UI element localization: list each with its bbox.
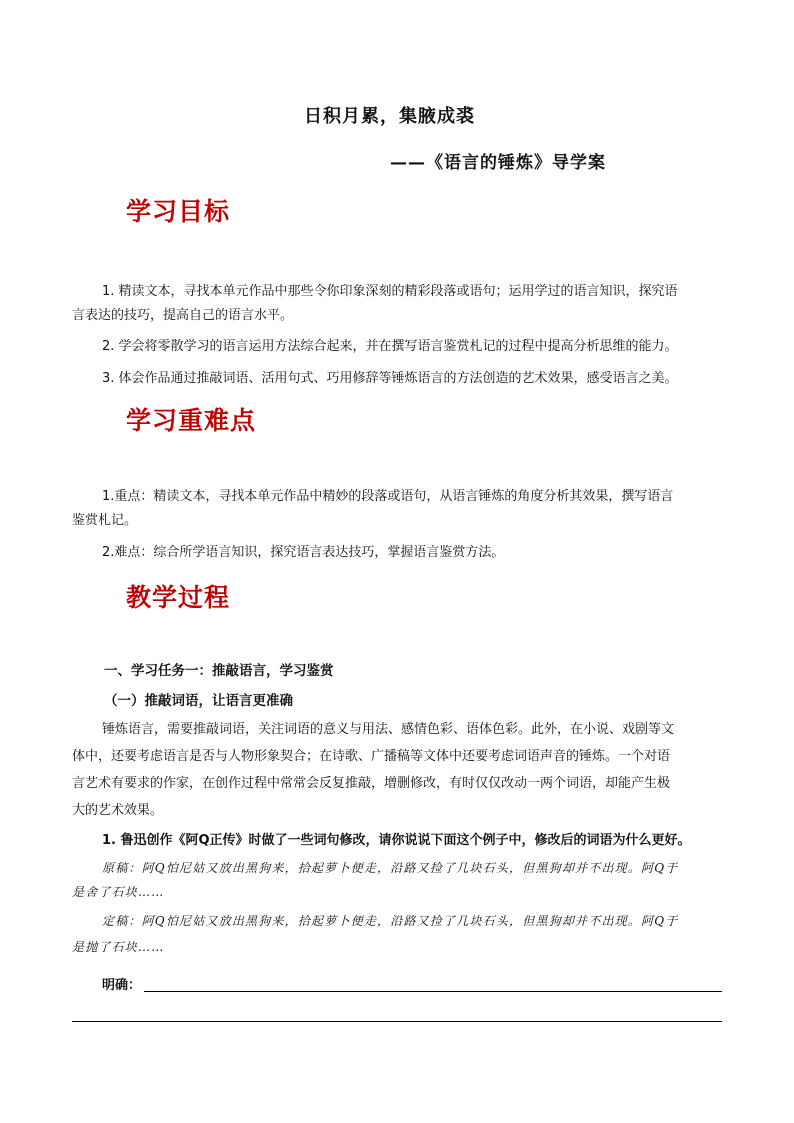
key-point-item-1-line2: 鉴赏札记。 [72,513,138,528]
document-title: 日积月累，集腋成裘 [304,106,475,127]
intro-line-1: 锤炼语言，需要推敲词语，关注词语的意义与用法、感情色彩、语体色彩。此外，在小说、戏剧等文 [102,722,675,737]
final-text-line1: 定稿：阿Q怕尼姑又放出黑狗来，拾起萝卜便走，沿路又捡了几块石头，但黑狗却并不出现。阿Q于 [102,914,679,928]
subsection1-title: （一）推敲词语，让语言更准确 [104,693,293,709]
objective-item-3: 3. 体会作品通过推敲词语、活用句式、巧用修辞等锤炼语言的方法创造的艺术效果，感受语言之美。 [102,371,678,386]
key-points-heading: 学习重难点 [126,406,257,435]
answer-line-1[interactable] [144,991,722,992]
process-heading: 教学过程 [126,583,231,612]
task1-title: 一、学习任务一：推敲语言，学习鉴赏 [104,663,334,679]
key-point-item-2: 2.难点：综合所学语言知识，探究语言表达技巧，掌握语言鉴赏方法。 [102,545,505,560]
intro-line-3: 言艺术有要求的作家，在创作过程中常常会反复推敲，增删修改，有时仅仅改动一两个词语，却能产生极 [72,776,671,791]
key-point-item-1-line1: 1.重点：精读文本，寻找本单元作品中精妙的段落或语句，从语言锤炼的角度分析其效果，撰写语言 [102,489,674,504]
objectives-heading: 学习目标 [126,197,231,226]
draft-text-line1: 原稿：阿Q怕尼姑又放出黑狗来，拾起萝卜便走，沿路又捡了几块石头，但黑狗却并不出现。阿Q于 [102,861,679,875]
intro-line-4: 大的艺术效果。 [72,803,164,818]
final-text-line2: 是抛了石块…… [72,940,165,954]
answer-label: 明确： [102,978,142,993]
objective-item-2: 2. 学会将零散学习的语言运用方法综合起来，并在撰写语言鉴赏札记的过程中提高分析思维的能力。 [102,339,678,354]
objective-item-1-line2: 言表达的技巧，提高自己的语言水平。 [72,308,294,323]
objective-item-1-line1: 1. 精读文本，寻找本单元作品中那些令你印象深刻的精彩段落或语句；运用学过的语言知识，探究语 [102,284,678,299]
document-subtitle: ——《语言的锤炼》导学案 [390,153,606,173]
intro-line-2: 体中，还要考虑语言是否与人物形象契合；在诗歌、广播稿等文体中还要考虑词语声音的锤炼。一个对语 [72,749,671,764]
answer-line-2[interactable] [72,1021,722,1022]
draft-text-line2: 是舍了石块…… [72,885,165,899]
question-1: 1. 鲁迅创作《阿Q正传》时做了一些词句修改，请你说说下面这个例子中，修改后的词语为什么更好。 [102,833,691,848]
